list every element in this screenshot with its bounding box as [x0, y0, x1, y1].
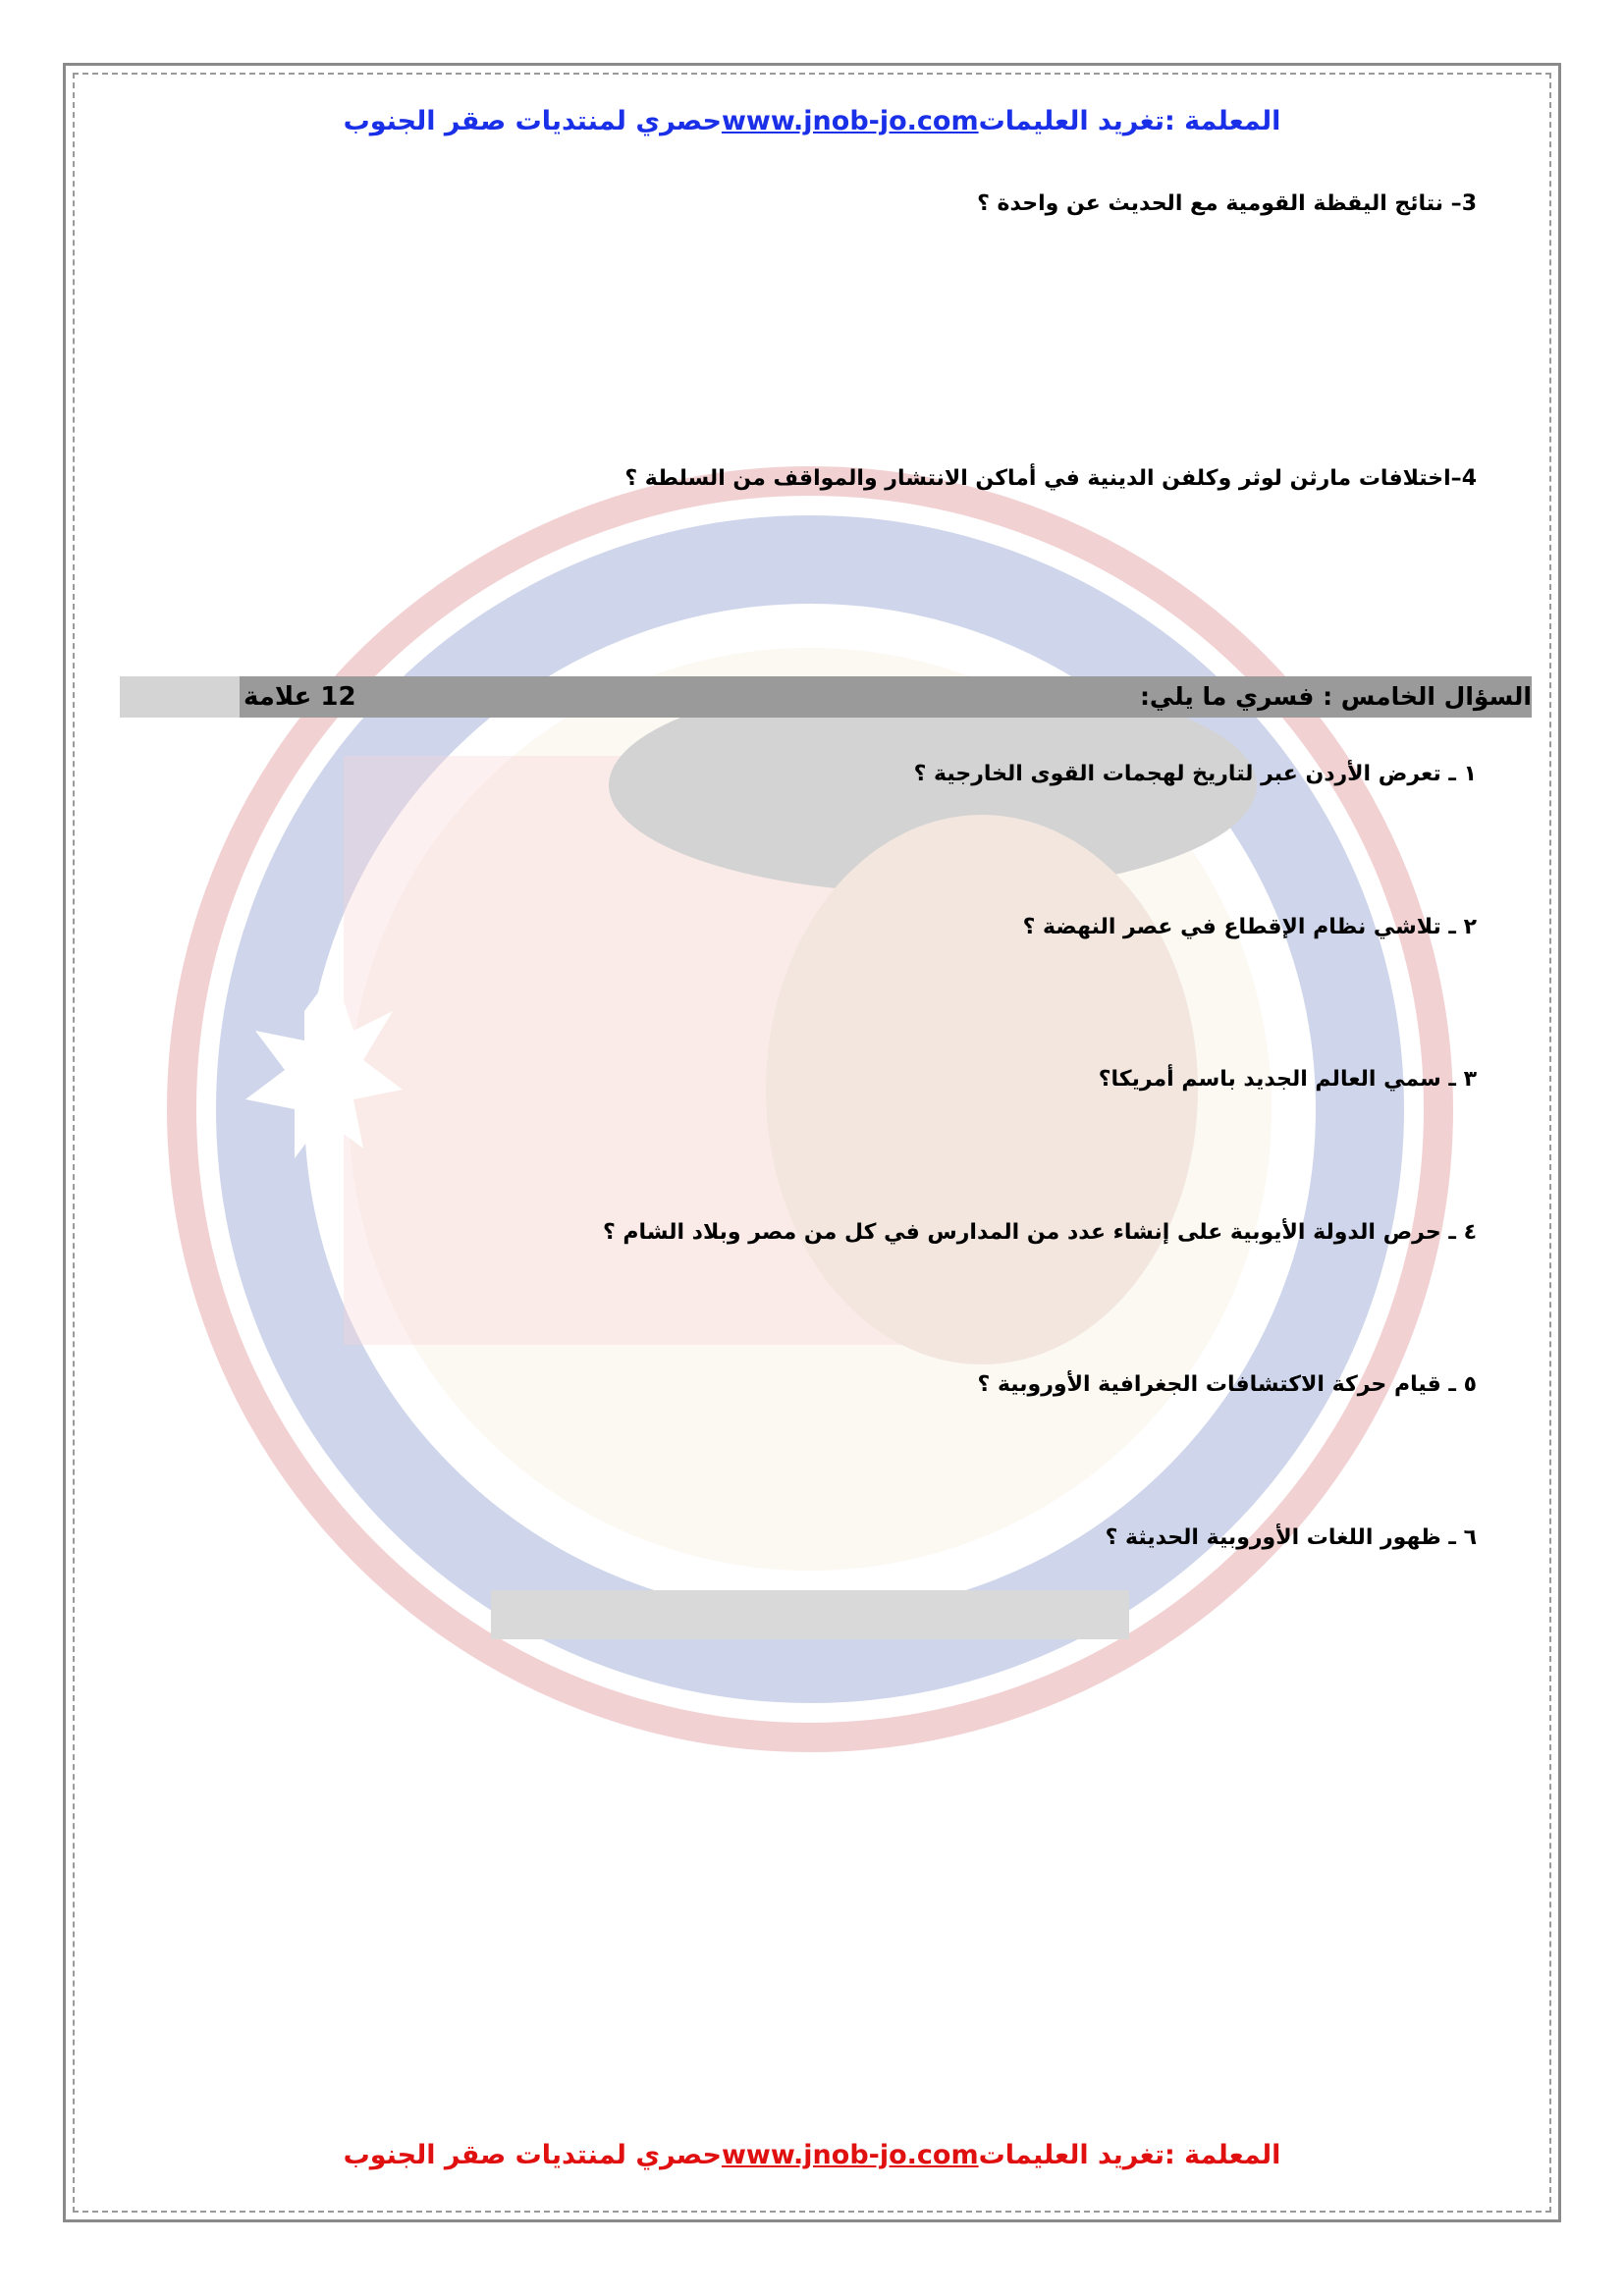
section-title: السؤال الخامس : فسري ما يلي: [1139, 682, 1532, 711]
question-4: 4–اختلافات مارثن لوثر وكلفن الدينية في أماكن الانتشار والمواقف من السلطة ؟ [624, 466, 1477, 491]
explain-item-2: ٢ ـ تلاشي نظام الإقطاع في عصر النهضة ؟ [1022, 915, 1477, 939]
header-forum: حصري لمنتديات صقر الجنوب [343, 106, 722, 136]
header-line [0, 106, 1624, 136]
explain-item-5: ٥ ـ قيام حركة الاكتشافات الجغرافية الأوروبية ؟ [977, 1372, 1477, 1397]
explain-item-6: ٦ ـ ظهور اللغات الأوروبية الحديثة ؟ [1105, 1525, 1477, 1550]
footer-line [0, 2140, 1624, 2170]
footer-teacher: المعلمة :تغريد العليمات [978, 2140, 1281, 2170]
footer-url-link[interactable]: www.jnob-jo.com [721, 2140, 979, 2170]
explain-item-3: ٣ ـ سمي العالم الجديد باسم أمريكا؟ [1098, 1067, 1477, 1092]
section-marks: 12 علامة [244, 682, 356, 712]
question-3: 3– نتائج اليقظة القومية مع الحديث عن واحدة ؟ [977, 191, 1477, 216]
header-teacher: المعلمة :تغريد العليمات [978, 106, 1281, 136]
footer-forum: حصري لمنتديات صقر الجنوب [343, 2140, 722, 2170]
explain-item-1: ١ ـ تعرض الأردن عبر لتاريخ لهجمات القوى الخارجية ؟ [913, 762, 1477, 786]
emblem-watermark [147, 461, 1473, 1757]
header-url-link[interactable]: www.jnob-jo.com [721, 106, 979, 136]
explain-item-4: ٤ ـ حرص الدولة الأيوبية على إنشاء عدد من المدارس في كل من مصر وبلاد الشام ؟ [603, 1220, 1477, 1245]
